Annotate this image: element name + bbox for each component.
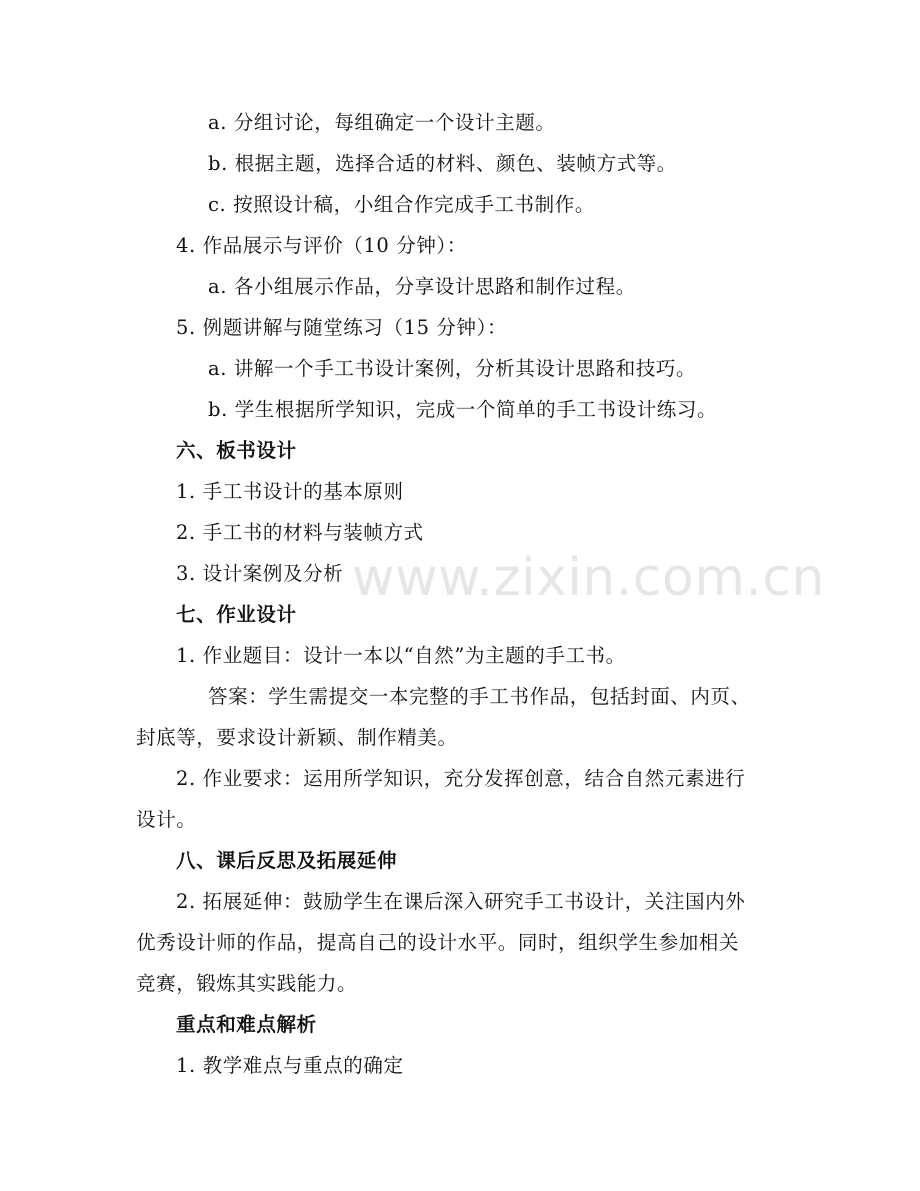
list-item-a-discuss: a. 分组讨论，每组确定一个设计主题。 (208, 111, 556, 134)
list-item-a-case-study: a. 讲解一个手工书设计案例，分析其设计思路和技巧。 (208, 357, 697, 380)
extension-paragraph-line-2: 优秀设计师的作品，提高自己的设计水平。同时，组织学生参加相关 (136, 931, 740, 954)
list-item-2-homework-requirements: 2. 作业要求：运用所学知识，充分发挥创意，结合自然元素进行 (176, 767, 746, 790)
list-item-5-examples: 5. 例题讲解与随堂练习（15 分钟）： (176, 316, 508, 339)
section-heading-homework: 七、作业设计 (176, 603, 297, 626)
list-item-a-show-works: a. 各小组展示作品，分享设计思路和制作过程。 (208, 275, 636, 298)
watermark: www.zixin.com.cn (352, 548, 825, 608)
list-item-c-production: c. 按照设计稿，小组合作完成手工书制作。 (208, 193, 595, 216)
homework-requirements-line-2: 设计。 (136, 808, 197, 831)
extension-paragraph-line-1: 2. 拓展延伸：鼓励学生在课后深入研究手工书设计，关注国内外 (176, 890, 746, 913)
section-heading-reflection: 八、课后反思及拓展延伸 (176, 849, 398, 872)
list-item-2-materials-binding: 2. 手工书的材料与装帧方式 (176, 521, 424, 544)
section-heading-key-points: 重点和难点解析 (176, 1013, 317, 1036)
list-item-4-presentation: 4. 作品展示与评价（10 分钟）： (176, 234, 467, 257)
answer-paragraph-line-1: 答案：学生需提交一本完整的手工书作品，包括封面、内页、 (208, 685, 751, 708)
section-heading-board-design: 六、板书设计 (176, 439, 297, 462)
list-item-1-teaching-focus: 1. 教学难点与重点的确定 (176, 1054, 404, 1077)
list-item-b-materials: b. 根据主题，选择合适的材料、颜色、装帧方式等。 (208, 152, 677, 175)
list-item-3-case-analysis: 3. 设计案例及分析 (176, 562, 344, 585)
answer-paragraph-line-2: 封底等，要求设计新颖、制作精美。 (136, 726, 458, 749)
list-item-b-exercise: b. 学生根据所学知识，完成一个简单的手工书设计练习。 (208, 398, 718, 421)
list-item-1-principles: 1. 手工书设计的基本原则 (176, 480, 404, 503)
list-item-1-homework-topic: 1. 作业题目：设计一本以“自然”为主题的手工书。 (176, 644, 626, 667)
extension-paragraph-line-3: 竞赛，锻炼其实践能力。 (136, 972, 358, 995)
